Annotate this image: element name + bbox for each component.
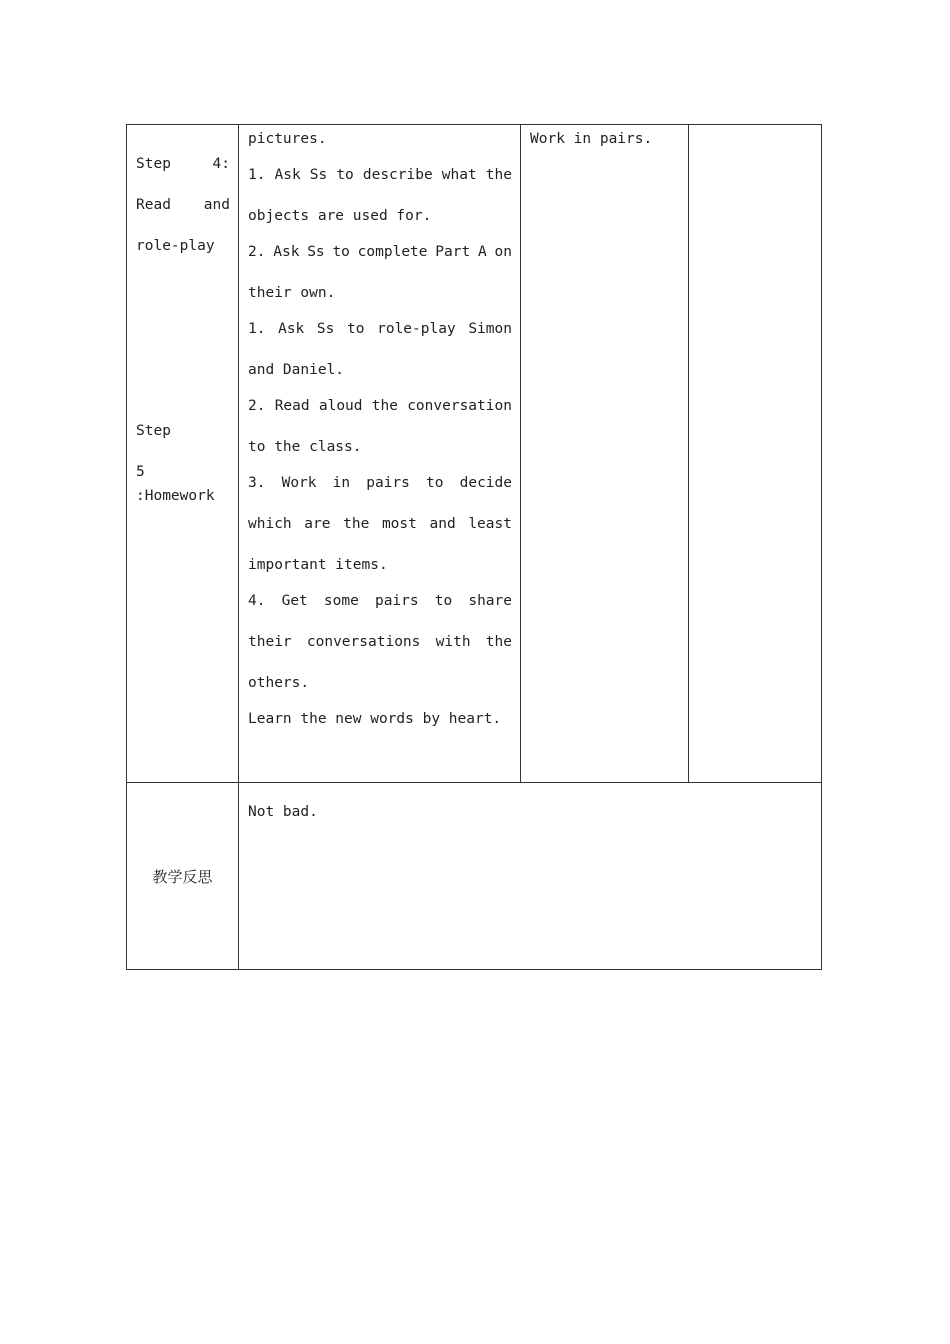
steps-cell (127, 125, 239, 783)
reflection-row (127, 783, 822, 970)
lesson-plan-table (126, 124, 822, 970)
step-5-line-2: 5 :Homework (136, 464, 215, 504)
activity-line: others. (248, 675, 310, 691)
activity-paragraph (248, 317, 512, 382)
step-4-and: and (203, 197, 230, 213)
notes-cell (689, 125, 822, 783)
step-4-line-2 (136, 193, 230, 234)
activity-line: and Daniel. (248, 362, 345, 378)
activity-paragraph (248, 163, 512, 228)
activity-paragraph (248, 127, 512, 151)
reflection-text: Not bad. (239, 783, 822, 970)
activity-line: their conversations with the (248, 634, 512, 650)
activity-paragraph (248, 240, 512, 305)
activity-paragraph (248, 707, 512, 731)
step-4-line-3: role-play (136, 238, 215, 254)
step-4-line-1 (136, 152, 230, 193)
step-4-read: Read (136, 197, 171, 213)
student-activities-cell (521, 125, 689, 783)
activity-line: pictures. (248, 131, 327, 147)
activity-line: 2. Ask Ss to complete Part A on (248, 244, 512, 260)
activity-line: 1. Ask Ss to role-play Simon (248, 321, 512, 337)
reflection-label: 教学反思 (127, 783, 239, 970)
activity-line: to the class. (248, 439, 362, 455)
activity-paragraph (248, 394, 512, 459)
step-4-word: Step (136, 156, 171, 172)
activity-line: 1. Ask Ss to describe what the (248, 167, 512, 183)
activity-paragraph (248, 589, 512, 695)
procedure-row (127, 125, 822, 783)
activity-line: 2. Read aloud the conversation (248, 398, 512, 414)
step-5-heading (136, 419, 230, 504)
activity-line: 4. Get some pairs to share (248, 593, 512, 609)
step-4-number: 4: (212, 156, 230, 172)
step-4-heading (136, 152, 230, 275)
activity-line: their own. (248, 285, 336, 301)
activity-line: Learn the new words by heart. (248, 711, 502, 727)
activity-paragraph (248, 471, 512, 577)
step-5-line-1: Step (136, 423, 171, 439)
activity-line: 3. Work in pairs to decide (248, 475, 512, 491)
activity-line: which are the most and least (248, 516, 512, 532)
student-activity-text: Work in pairs. (530, 131, 653, 147)
teacher-activities-cell (239, 125, 521, 783)
activity-line: objects are used for. (248, 208, 432, 224)
activity-line: important items. (248, 557, 388, 573)
